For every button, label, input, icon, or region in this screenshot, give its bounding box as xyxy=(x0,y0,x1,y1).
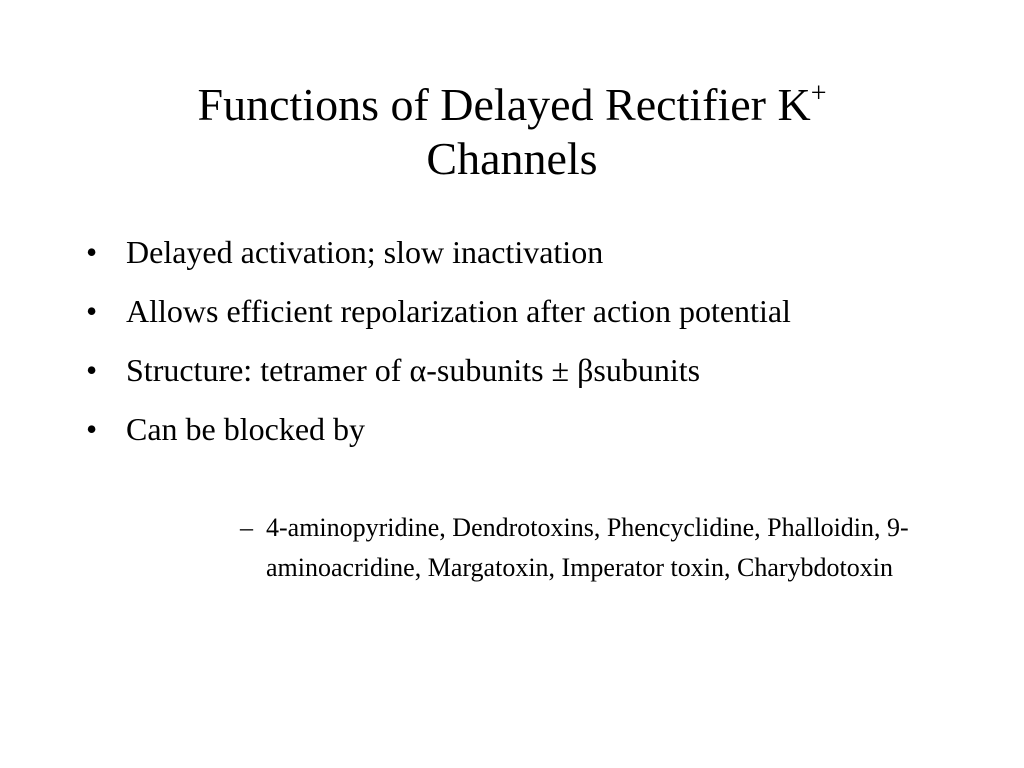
bullet-text: Can be blocked by xyxy=(126,411,366,447)
bullet-marker: • xyxy=(86,234,98,270)
bullet-item xyxy=(86,289,946,333)
bullet-marker: • xyxy=(86,411,98,447)
sub-bullet-list xyxy=(240,508,940,588)
bullet-marker: • xyxy=(86,352,98,388)
bullet-text: Structure: tetramer of α-subunits ± βsubunits xyxy=(126,352,701,388)
slide-title xyxy=(60,78,964,186)
bullet-text: Allows efficient repolarization after action potential xyxy=(126,293,791,329)
bullet-list xyxy=(86,230,946,466)
bullet-marker: • xyxy=(86,293,98,329)
bullet-item xyxy=(86,230,946,274)
title-superscript: + xyxy=(810,78,827,109)
sub-bullet-item xyxy=(240,508,940,588)
bullet-item xyxy=(86,348,946,392)
sub-bullet-marker: – xyxy=(240,513,253,542)
slide-title-line1: Functions of Delayed Rectifier K xyxy=(197,79,811,130)
slide-title-line2: Channels xyxy=(426,133,598,184)
sub-bullet-text: 4-aminopyridine, Dendrotoxins, Phencyclidine, Phalloidin, 9-aminoacridine, Margatoxin, Imperator toxin, Charybdotoxin xyxy=(266,513,909,582)
bullet-item xyxy=(86,407,946,451)
bullet-text: Delayed activation; slow inactivation xyxy=(126,234,604,270)
